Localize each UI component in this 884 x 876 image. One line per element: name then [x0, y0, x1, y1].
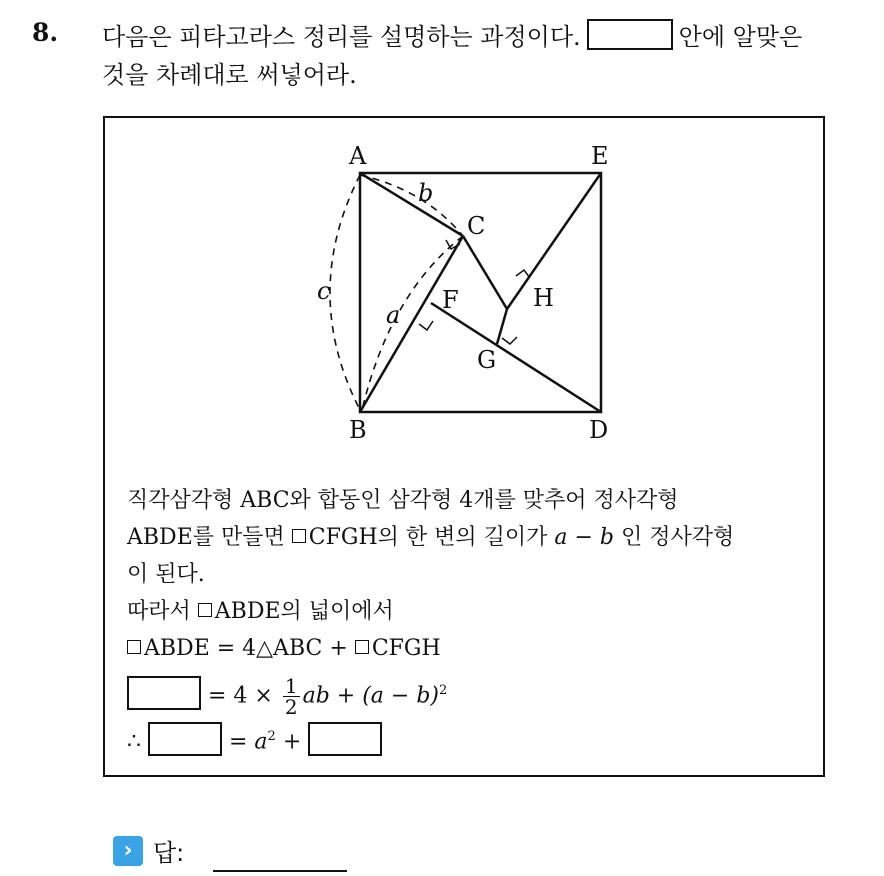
- answer-blank-2: [148, 722, 222, 756]
- label-g-vertex: G: [477, 346, 497, 374]
- square-symbol-icon: [355, 640, 369, 654]
- label-c-vertex: C: [467, 212, 486, 240]
- arc-c: [330, 175, 360, 410]
- label-e-vertex: E: [591, 142, 609, 170]
- right-angle-mark-f: [419, 321, 433, 330]
- square-symbol-icon: [198, 603, 212, 617]
- equation-3: [127, 715, 817, 759]
- explanation-line3: 이 된다.: [127, 562, 205, 587]
- equation-2-exponent: 2: [439, 683, 448, 698]
- label-h-vertex: H: [533, 284, 554, 312]
- fraction-one-half: [283, 673, 300, 719]
- answer-blank-3: [308, 722, 382, 756]
- therefore-symbol: ∴: [127, 729, 141, 755]
- label-d-vertex: D: [589, 416, 609, 444]
- label-a-vertex: A: [349, 142, 367, 170]
- pythagoras-figure: [105, 118, 825, 478]
- label-b-vertex: B: [349, 416, 367, 444]
- equation-3-mid: = a: [229, 729, 268, 755]
- square-abde: [360, 173, 601, 412]
- question-number: 8.: [32, 18, 59, 47]
- fraction-numerator: 1: [284, 673, 298, 698]
- explanation-line4: [127, 593, 817, 630]
- explanation-line2-a: ABDE를 만들면: [127, 525, 285, 550]
- square-symbol-icon: [292, 529, 306, 543]
- explanation-line2: [127, 519, 817, 556]
- segment-a-c: [360, 173, 463, 236]
- answer-blank-box: [587, 19, 673, 50]
- label-side-c: c: [317, 277, 331, 305]
- label-side-b: b: [418, 179, 434, 207]
- answer-blank-1: [127, 676, 201, 710]
- answer-input-line[interactable]: [213, 870, 347, 872]
- explanation-line2-expr: a − b: [554, 525, 614, 550]
- question-text-part2: 안에 알맞은: [678, 23, 803, 51]
- equation-3-exponent: 2: [267, 729, 276, 744]
- label-side-a: a: [386, 301, 401, 329]
- equation-2-part-a: = 4 ×: [208, 683, 273, 709]
- answer-row: [113, 833, 184, 868]
- chevron-right-icon: ›: [113, 836, 143, 866]
- question-text-line2: 것을 차례대로 써넣어라.: [102, 61, 357, 89]
- question-text: [102, 18, 872, 94]
- explanation-line1: 직각삼각형 ABC와 합동인 삼각형 4개를 맞추어 정사각형: [127, 488, 679, 513]
- explanation-line2-b: CFGH의 한 변의 길이가: [308, 525, 548, 550]
- right-angle-mark-g: [502, 337, 517, 344]
- explanation-line4-b: ABDE의 넓이에서: [214, 599, 394, 624]
- segment-h-c: [463, 236, 507, 309]
- fraction-denominator: 2: [284, 694, 298, 719]
- equation-2-part-b: ab + (a − b): [302, 683, 439, 709]
- explanation-line4-a: 따라서: [127, 599, 191, 624]
- segment-b-c: [360, 236, 463, 412]
- answer-label: 답:: [153, 839, 185, 867]
- segment-e-h: [507, 173, 601, 309]
- equation-2: [127, 667, 817, 719]
- equation-1-right: CFGH: [371, 636, 441, 661]
- equation-1: [127, 630, 817, 667]
- explanation-line2-c: 인 정사각형: [621, 525, 735, 550]
- equation-3-plus: +: [282, 729, 302, 755]
- segment-d-f: [431, 303, 601, 412]
- figure-frame: [103, 116, 825, 777]
- equation-1-left: ABDE = 4△ABC +: [144, 636, 348, 661]
- question-text-part1: 다음은 피타고라스 정리를 설명하는 과정이다.: [102, 23, 581, 51]
- explanation: [127, 482, 817, 759]
- label-f-vertex: F: [442, 286, 459, 314]
- square-symbol-icon: [127, 640, 141, 654]
